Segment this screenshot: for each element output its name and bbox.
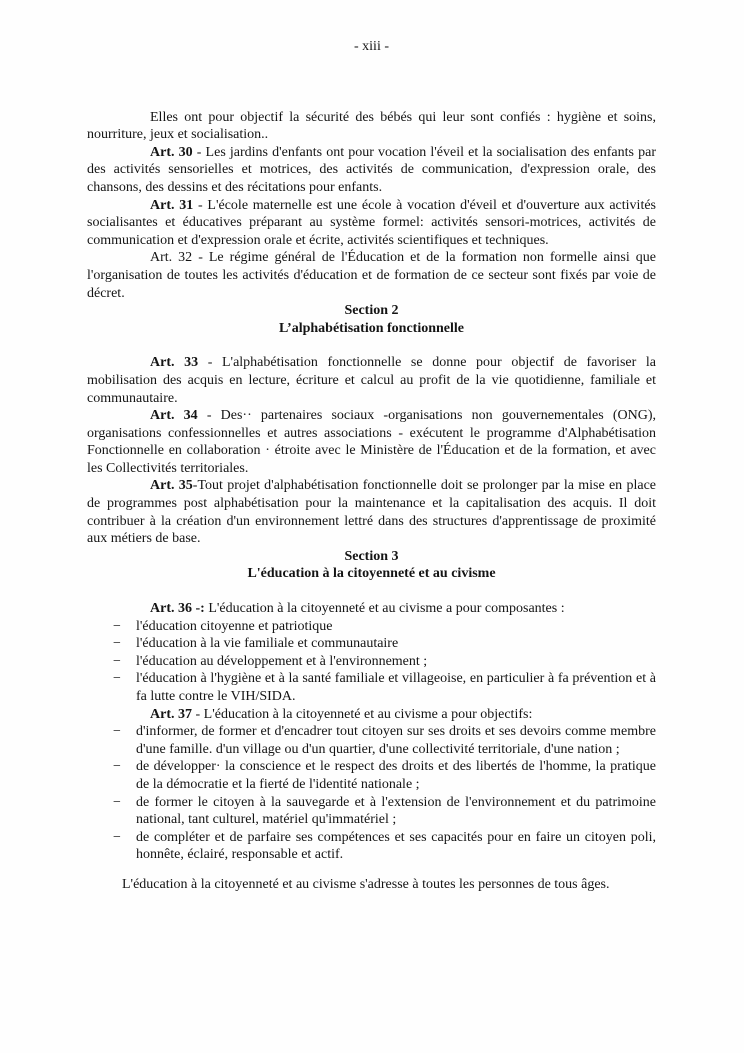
dash-bullet: − xyxy=(113,829,121,845)
dash-bullet: − xyxy=(113,671,121,687)
list-item xyxy=(87,723,656,758)
paragraph-art-31 xyxy=(87,197,656,250)
art-37-list xyxy=(87,723,656,864)
list-item-text: l'éducation au développement et à l'environnement ; xyxy=(136,653,428,669)
paragraph-art-34 xyxy=(87,407,656,477)
article-label-37: Art. 37 xyxy=(150,706,192,722)
dash-bullet: − xyxy=(113,653,121,669)
list-item-text: l'éducation à l'hygiène et à la santé familiale et villageoise, en particulier à fa prévention et à fa lutte contre le VIH/SIDA. xyxy=(136,671,656,704)
page-number: - xiii - xyxy=(354,39,389,54)
paragraph-closing: L'éducation à la citoyenneté et au civisme s'adresse à toutes les personnes de tous âges. xyxy=(122,876,610,892)
list-item-text: de former le citoyen à la sauvegarde et à l'extension de l'environnement et du patrimoine national, tant culturel, matériel qu'immatériel ; xyxy=(136,794,656,828)
dash-bullet: − xyxy=(113,794,121,810)
article-text-35: -Tout projet d'alphabétisation fonctionnelle doit se prolonger par la mise en place de programmes post alphabétisation pour la maintenance et la capitalisation des acquis. Il doit contribuer à la création d'un environnement lettré dans des structures d'apprentissage de proximité aux métiers de base. xyxy=(87,478,657,547)
list-item-text: de compléter et de parfaire ses compétences et ses capacités pour en faire un citoyen poli, honnête, éclairé, responsable et actif. xyxy=(136,829,656,863)
paragraph-art-32: Art. 32 - Le régime général de l'Éducation et de la formation non formelle ainsi que l'organisation de toutes les activités d'éducation et de formation de ce secteur sont fixés par voie de décret. xyxy=(87,250,656,301)
dash-bullet: − xyxy=(113,759,121,775)
list-item-text: l'éducation à la vie familiale et communautaire xyxy=(136,636,399,652)
article-text-34: - Des·· partenaires sociaux -organisations non gouvernementales (ONG), organisations confessionnelles et autres associations - exécutent le programme d'Alphabétisation Fonctionnelle en collaboration · étroite avec le Ministère de l'Éducation et de la formation, et avec les Collectivités territoriales. xyxy=(87,408,656,476)
paragraph-art-35 xyxy=(87,477,656,547)
section-3-heading xyxy=(87,548,656,583)
list-item-text: d'informer, de former et d'encadrer tout citoyen sur ses droits et ses devoirs comme membre d'une famille. d'un village ou d'un quartier, d'une collectivité territoriale, d'une nation ; xyxy=(136,724,656,757)
list-item xyxy=(87,829,656,864)
list-item-text: de développer· la conscience et le respect des droits et des libertés de l'homme, la pratique de la démocratie et la fierté de l'identité nationale ; xyxy=(136,759,656,792)
list-item xyxy=(87,794,656,829)
list-item xyxy=(87,670,656,705)
section-2-number: Section 2 xyxy=(344,303,399,319)
art-36-list xyxy=(87,618,656,706)
paragraph-art-37 xyxy=(87,706,656,724)
paragraph-art-36 xyxy=(87,600,656,618)
section-2-heading xyxy=(87,302,656,337)
paragraph-intro: Elles ont pour objectif la sécurité des bébés qui leur sont confiés : hygiène et soins, nourriture, jeux et socialisation.. xyxy=(87,109,656,143)
list-item xyxy=(87,618,656,636)
article-text-33: - L'alphabétisation fonctionnelle se donne pour objectif de favoriser la mobilisation des acquis en lecture, écriture et calcul au profit de la vie quotidienne, familiale et communautaire. xyxy=(87,355,656,406)
article-label-33: Art. 33 xyxy=(150,355,199,371)
article-text-36: L'éducation à la citoyenneté et au civisme a pour composantes : xyxy=(204,601,565,617)
article-text-37: - L'éducation à la citoyenneté et au civisme a pour objectifs: xyxy=(192,706,533,722)
article-label-30: Art. 30 xyxy=(150,144,193,160)
article-text-31: - L'école maternelle est une école à vocation d'éveil et d'ouverture aux activités socialisantes et éducatives préparant au système formel: activités sensori-motrices, activités de communication et d'expression orale et écrite, activités scientifiques et techniques. xyxy=(87,197,656,248)
list-item xyxy=(87,635,656,653)
section-3-number: Section 3 xyxy=(344,548,399,564)
article-label-31: Art. 31 xyxy=(150,197,194,213)
section-3-title: L'éducation à la citoyenneté et au civisme xyxy=(247,566,496,582)
dash-bullet: − xyxy=(113,618,121,634)
list-item-text: l'éducation citoyenne et patriotique xyxy=(136,618,333,634)
dash-bullet: − xyxy=(113,724,121,740)
article-label-36: Art. 36 -: xyxy=(150,601,205,617)
paragraph-art-30 xyxy=(87,144,656,197)
section-2-title: L’alphabétisation fonctionnelle xyxy=(278,320,464,336)
list-item xyxy=(87,758,656,793)
article-label-34: Art. 34 xyxy=(150,408,198,424)
dash-bullet: − xyxy=(113,636,121,652)
paragraph-art-33 xyxy=(87,354,656,407)
article-label-35: Art. 35 xyxy=(150,478,193,494)
list-item xyxy=(87,653,656,671)
article-text-30: - Les jardins d'enfants ont pour vocation l'éveil et la socialisation des enfants par des activités sensorielles et motrices, des activités de communication, d'expression orale, des chansons, des dessins et des récitations pour enfants. xyxy=(87,144,656,195)
